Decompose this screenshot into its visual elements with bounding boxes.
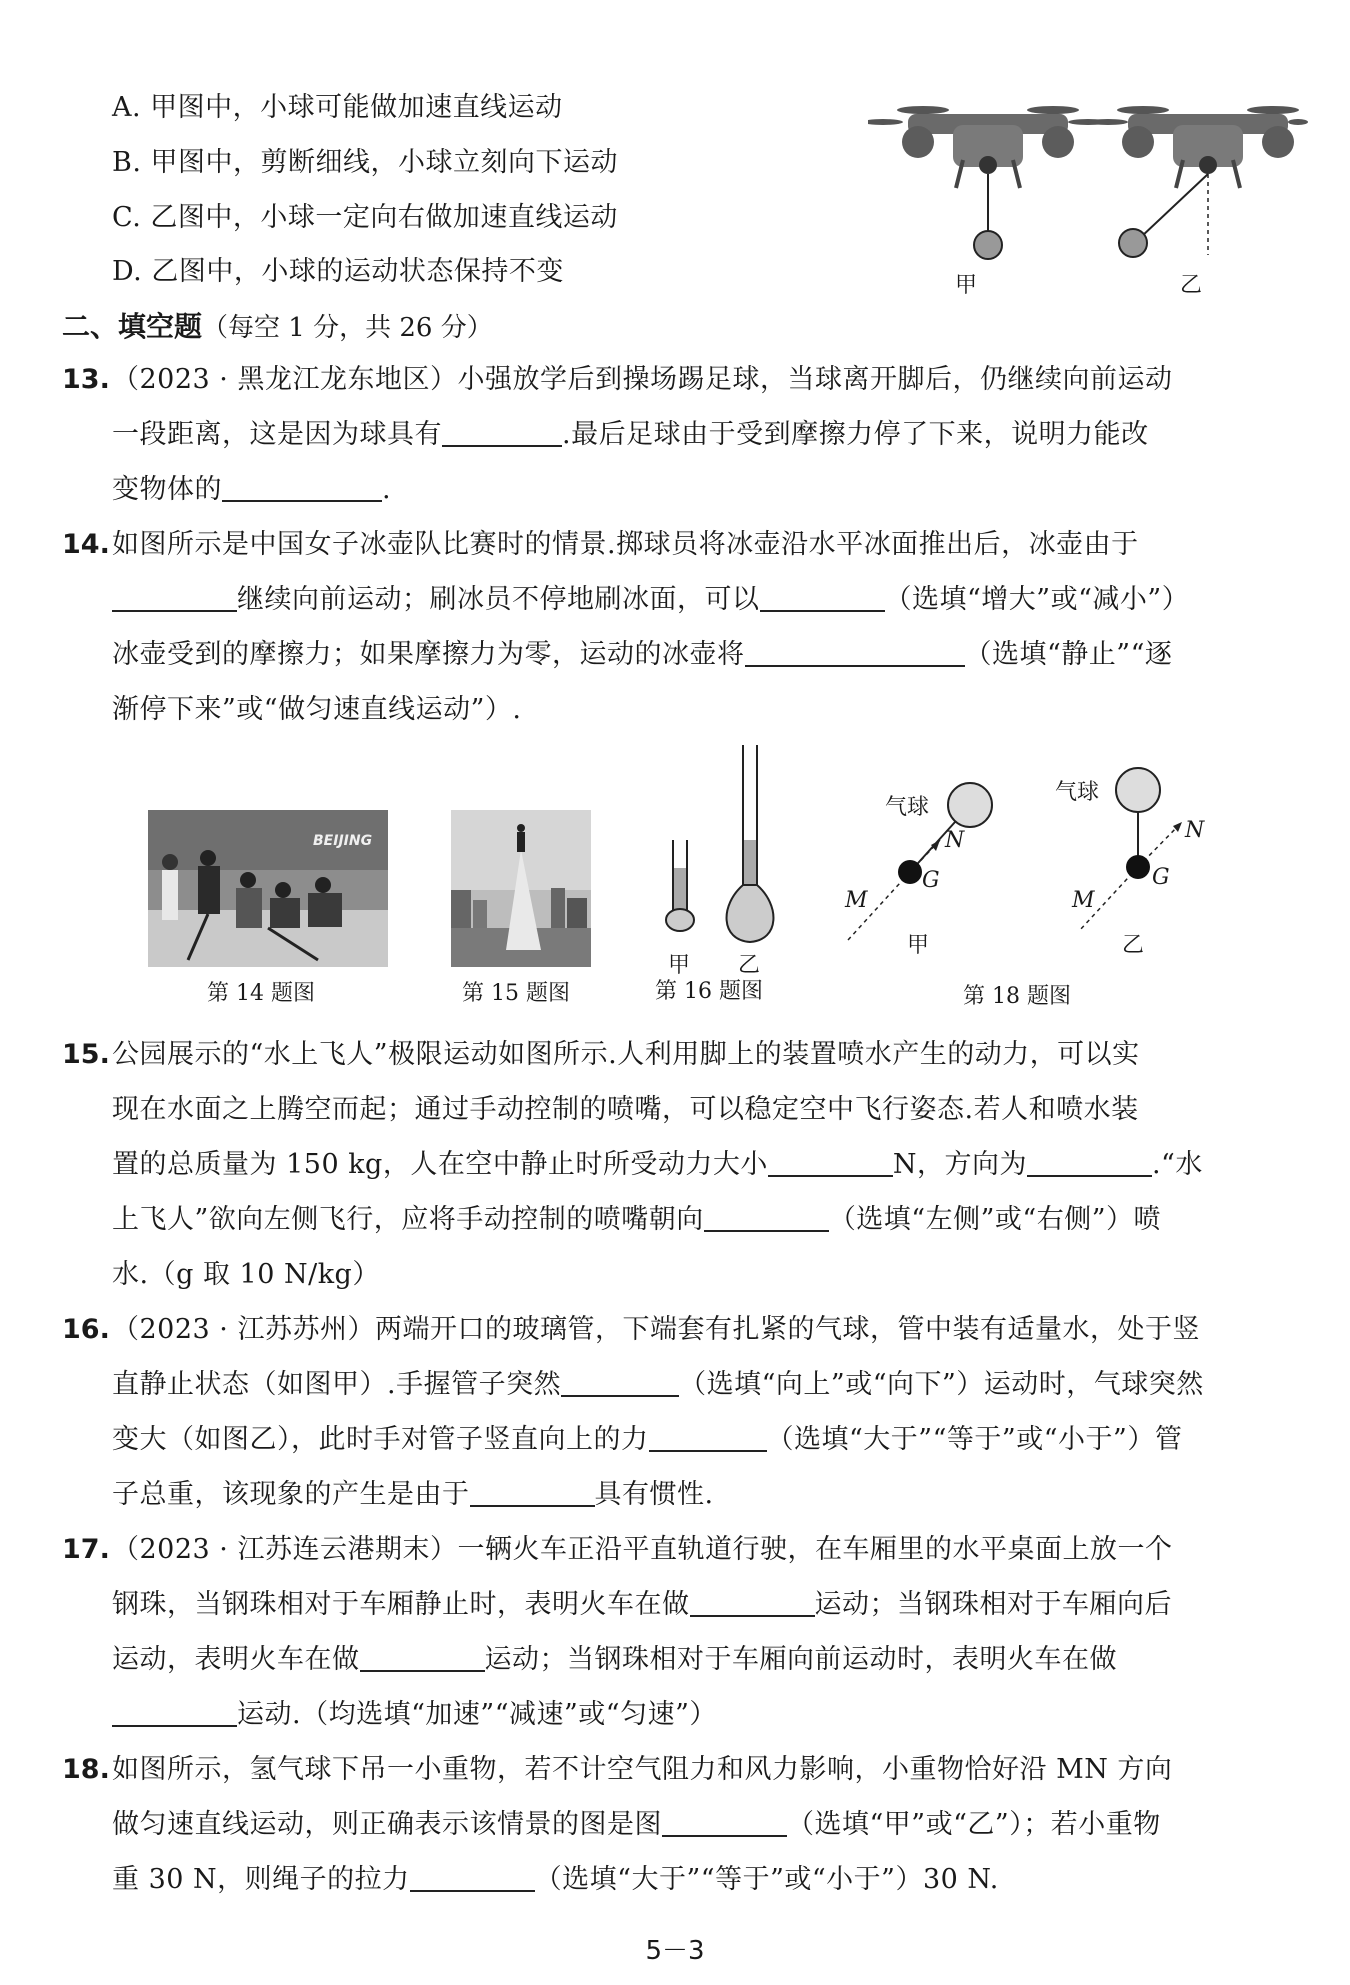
answer-blank[interactable] (442, 417, 562, 447)
balloon-fig-yi: 乙 (1122, 933, 1145, 958)
q18-number: 18. (62, 1754, 110, 1785)
q18-text: （选填“大于”“等于”或“小于”）30 N. (534, 1864, 999, 1895)
q16-text: 子总重，该现象的产生是由于 (112, 1479, 470, 1510)
q15-number: 15. (62, 1039, 110, 1070)
tube-yi (727, 745, 774, 942)
q13-text: 一段距离，这是因为球具有 (112, 419, 442, 450)
section-title-main: 二、填空题 (62, 310, 203, 343)
q15-line1: 公园展示的“水上飞人”极限运动如图所示.人利用脚上的装置喷水产生的动力，可以实 (112, 1039, 1140, 1070)
q16-line1: （2023 · 江苏苏州）两端开口的玻璃管，下端套有扎紧的气球，管中装有适量水，处于竖 (112, 1314, 1200, 1345)
q17-line4 (112, 1695, 717, 1735)
curling-photo (148, 810, 388, 967)
q15-line2: 现在水面之上腾空而起；通过手动控制的喷嘴，可以稳定空中飞行姿态.若人和喷水装 (112, 1094, 1139, 1125)
q18-text: （选填“甲”或“乙”）；若小重物 (787, 1809, 1161, 1840)
q14-line3 (112, 635, 1172, 675)
label-n-yi: N (1185, 818, 1205, 843)
fig18-caption: 第 18 题图 (963, 984, 1071, 1009)
drone-label-yi: 乙 (1180, 273, 1203, 298)
q15-text: N，方向为 (892, 1149, 1027, 1180)
answer-blank[interactable] (112, 582, 237, 612)
q16-text: （选填“大于”“等于”或“小于”）管 (766, 1424, 1183, 1455)
option-d: D. 乙图中，小球的运动状态保持不变 (112, 256, 564, 287)
section-title-note: （每空 1 分，共 26 分） (202, 313, 493, 343)
q13-text: . (382, 474, 392, 505)
q17-line2 (112, 1585, 1172, 1625)
q14-text: 冰壶受到的摩擦力；如果摩擦力为零，运动的冰壶将 (112, 639, 745, 670)
option-c: C. 乙图中，小球一定向右做加速直线运动 (112, 202, 618, 233)
answer-blank[interactable] (768, 1147, 893, 1177)
q17-text: 运动；当钢珠相对于车厢向前运动时，表明火车在做 (484, 1644, 1117, 1675)
answer-blank[interactable] (649, 1422, 767, 1452)
q17-text: 钢珠，当钢珠相对于车厢静止时，表明火车在做 (112, 1589, 690, 1620)
q16-number: 16. (62, 1314, 110, 1345)
q15-text: 置的总质量为 150 kg，人在空中静止时所受动力大小 (112, 1149, 768, 1180)
q14-line4: 渐停下来”或“做匀速直线运动”）. (112, 694, 522, 725)
q17-number: 17. (62, 1534, 110, 1565)
q16-text: 具有惯性. (594, 1479, 714, 1510)
q15-line3 (112, 1145, 1203, 1185)
balloon-label-jia: 气球 (885, 795, 930, 820)
q13-line3 (112, 470, 391, 510)
q16-line3 (112, 1420, 1182, 1460)
section-title (62, 307, 493, 348)
q13-line1: （2023 · 黑龙江龙东地区）小强放学后到操场踢足球，当球离开脚后，仍继续向前运动 (112, 364, 1173, 395)
q14-number: 14. (62, 529, 110, 560)
balloon-label-yi: 气球 (1055, 780, 1100, 805)
q15-text: .“水 (1151, 1149, 1203, 1180)
option-a: A. 甲图中，小球可能做加速直线运动 (112, 92, 563, 123)
answer-blank[interactable] (360, 1642, 485, 1672)
waterjet-photo (451, 810, 591, 967)
q14-text: （选填“静止”“逐 (964, 639, 1173, 670)
label-m-yi: M (1072, 888, 1095, 913)
q13-number: 13. (62, 364, 110, 395)
label-g-jia: G (922, 868, 940, 893)
answer-blank[interactable] (561, 1367, 679, 1397)
q14-line1: 如图所示是中国女子冰壶队比赛时的情景.掷球员将冰壶沿水平冰面推出后，冰壶由于 (112, 529, 1139, 560)
beijing-text: BEIJING (313, 833, 373, 849)
q18-text: 重 30 N，则绳子的拉力 (112, 1864, 410, 1895)
page-number: 5－3 (645, 1936, 705, 1966)
answer-blank[interactable] (222, 472, 382, 502)
fig14-caption: 第 14 题图 (207, 981, 315, 1006)
drone-jia (868, 106, 1108, 259)
q16-text: （选填“向上”或“向下”）运动时，气球突然 (679, 1369, 1204, 1400)
q16-text: 直静止状态（如图甲）.手握管子突然 (112, 1369, 562, 1400)
q15-line5: 水.（g 取 10 N/kg） (112, 1259, 380, 1290)
fig15-caption: 第 15 题图 (462, 981, 570, 1006)
tube-jia (666, 840, 694, 931)
q15-text: （选填“左侧”或“右侧”）喷 (828, 1204, 1162, 1235)
q16-line2 (112, 1365, 1204, 1405)
balloon-fig-jia: 甲 (907, 933, 930, 958)
fig16-caption: 第 16 题图 (655, 979, 763, 1004)
q14-line2 (112, 580, 1189, 620)
drone-label-jia: 甲 (955, 273, 978, 298)
q16-line4 (112, 1475, 714, 1515)
q14-text: （选填“增大”或“减小”） (884, 584, 1190, 615)
q17-text: 运动；当钢珠相对于车厢向后 (814, 1589, 1172, 1620)
q15-text: 上飞人”欲向左侧飞行，应将手动控制的喷嘴朝向 (112, 1204, 704, 1235)
answer-blank[interactable] (470, 1477, 595, 1507)
q13-text: 变物体的 (112, 474, 222, 505)
drone-yi (1088, 106, 1308, 257)
answer-blank[interactable] (760, 582, 885, 612)
q13-line2 (112, 415, 1149, 455)
option-b: B. 甲图中，剪断细线，小球立刻向下运动 (112, 147, 619, 178)
answer-blank[interactable] (662, 1807, 787, 1837)
q16-text: 变大（如图乙），此时手对管子竖直向上的力 (112, 1424, 649, 1455)
drone-figure (868, 80, 1308, 300)
q17-text: 运动，表明火车在做 (112, 1644, 360, 1675)
tube-label-jia: 甲 (668, 953, 691, 978)
q17-text: 运动.（均选填“加速”“减速”或“匀速”） (237, 1699, 717, 1730)
answer-blank[interactable] (690, 1587, 815, 1617)
answer-blank[interactable] (410, 1862, 535, 1892)
answer-blank[interactable] (1027, 1147, 1152, 1177)
q18-line1: 如图所示，氢气球下吊一小重物，若不计空气阻力和风力影响，小重物恰好沿 MN 方向 (112, 1754, 1173, 1785)
tube-figure (650, 740, 800, 970)
q18-line2 (112, 1805, 1161, 1845)
q18-line3 (112, 1860, 999, 1900)
q17-line1: （2023 · 江苏连云港期末）一辆火车正沿平直轨道行驶，在车厢里的水平桌面上放一个 (112, 1534, 1173, 1565)
label-g-yi: G (1152, 865, 1170, 890)
answer-blank[interactable] (704, 1202, 829, 1232)
q14-text: 继续向前运动；刷冰员不停地刷冰面，可以 (237, 584, 760, 615)
label-m-jia: M (845, 888, 868, 913)
label-n-jia: N (945, 828, 965, 853)
q17-line3 (112, 1640, 1117, 1680)
q18-text: 做匀速直线运动，则正确表示该情景的图是图 (112, 1809, 662, 1840)
answer-blank[interactable] (112, 1697, 237, 1727)
q13-text: .最后足球由于受到摩擦力停了下来，说明力能改 (562, 419, 1149, 450)
tube-label-yi: 乙 (738, 953, 761, 978)
q15-line4 (112, 1200, 1161, 1240)
answer-blank[interactable] (745, 637, 965, 667)
